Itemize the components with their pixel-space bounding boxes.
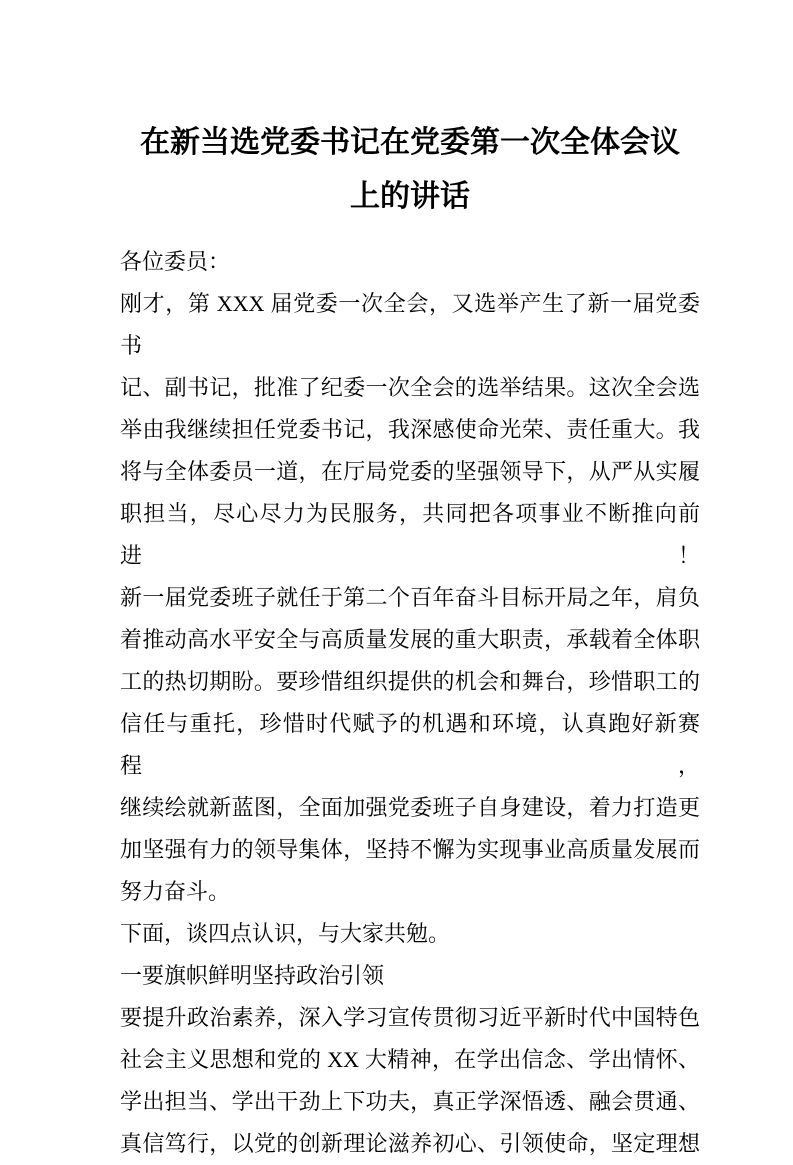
document-body [120,241,700,1165]
body-line: 将与全体委员一道，在厅局党委的坚强领导下，从严从实履 [120,459,700,484]
body-line: 继续绘就新蓝图，全面加强党委班子自身建设，着力打造更 [120,795,700,820]
body-line: 新一届党委班子就任于第二个百年奋斗目标开局之年，肩负 [120,585,700,610]
body-line: 信任与重托，珍惜时代赋予的机遇和环境，认真跑好新赛程， [120,711,700,778]
body-line: 举由我继续担任党委书记，我深感使命光荣、责任重大。我 [120,417,700,442]
body-line: 刚才，第 XXX 届党委一次全会，又选举产生了新一届党委书 [120,291,700,358]
body-line: 学出担当、学出干劲上下功夫，真正学深悟透、融会贯通、 [120,1089,700,1114]
body-line: 要提升政治素养，深入学习宣传贯彻习近平新时代中国特色 [120,1005,700,1030]
document-title [120,116,700,224]
document-content [120,116,700,1165]
title-line-2: 上的讲话 [350,180,470,213]
body-line: 职担当，尽心尽力为民服务，共同把各项事业不断推向前进！ [120,501,700,568]
body-line: 真信笃行，以党的创新理论滋养初心、引领使命，坚定理想 [120,1131,700,1156]
body-line: 各位委员： [120,249,231,274]
body-line: 加坚强有力的领导集体，坚持不懈为实现事业高质量发展而 [120,837,700,862]
body-line: 社会主义思想和党的 XX 大精神，在学出信念、学出情怀、 [120,1047,700,1072]
title-line-1: 在新当选党委书记在党委第一次全体会议 [140,126,680,159]
body-line: 一要旗帜鲜明坚持政治引领 [120,963,385,988]
body-line: 下面，谈四点认识，与大家共勉。 [120,921,451,946]
body-line: 记、副书记，批准了纪委一次全会的选举结果。这次全会选 [120,375,700,400]
body-line: 努力奋斗。 [120,879,231,904]
body-line: 工的热切期盼。要珍惜组织提供的机会和舞台，珍惜职工的 [120,669,700,694]
body-line: 着推动高水平安全与高质量发展的重大职责，承载着全体职 [120,627,700,652]
